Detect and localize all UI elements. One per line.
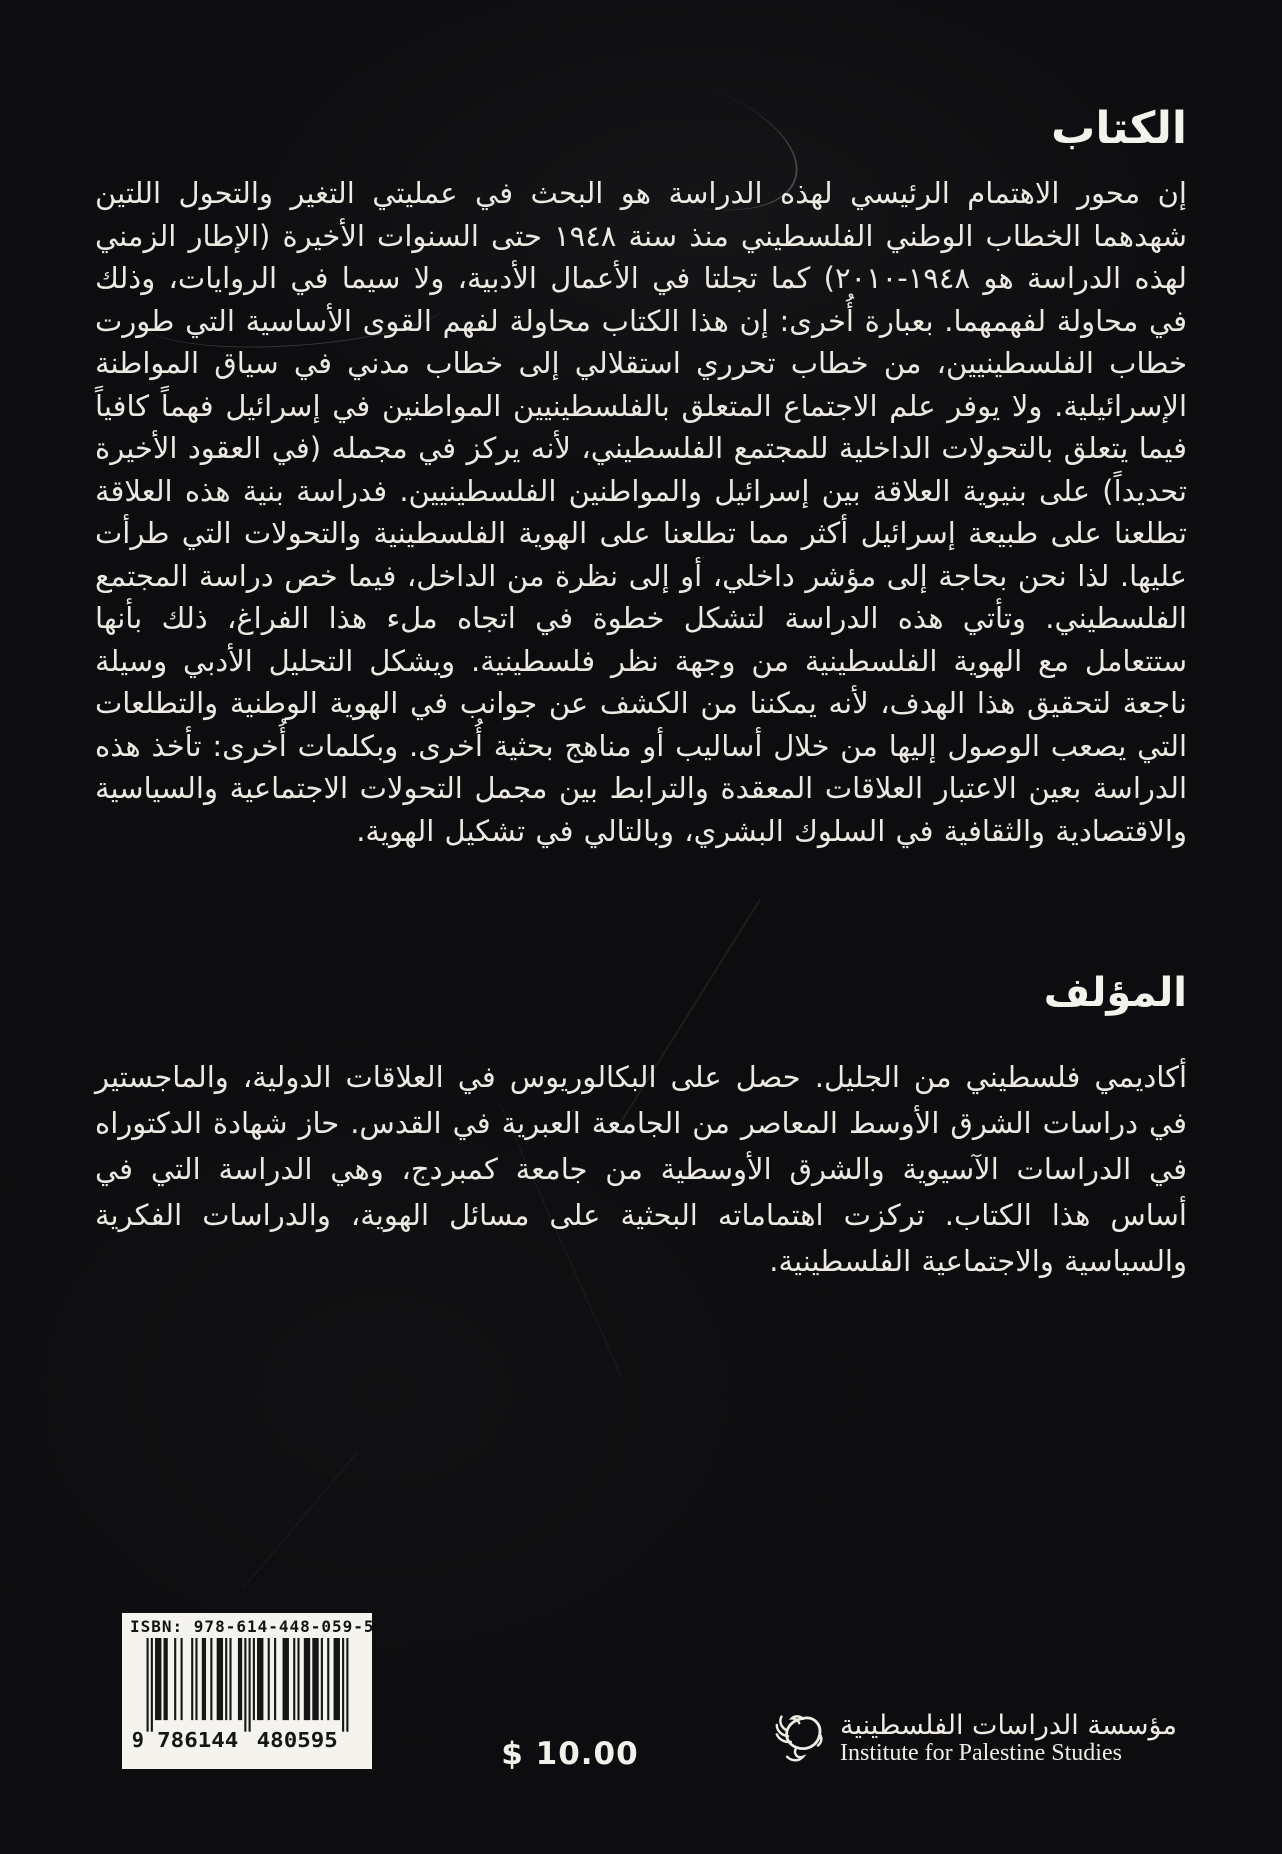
book-description-paragraph: إن محور الاهتمام الرئيسي لهذه الدراسة هو البحث في عمليتي التغير والتحول اللتين شهدهما الخطاب الوطني الفلسطيني منذ سنة ١٩٤٨ حتى السنوات الأخيرة (الإطار الزمني لهذه الدراسة هو ١٩٤٨-٢٠١٠) كما تجلتا في الأعمال الأدبية، ولا سيما في الروايات، وذلك في محاولة لفهمهما. بعبارة أُخرى: إن هذا الكتاب محاولة لفهم القوى الأساسية التي طورت خطاب الفلسطينيين، من خطاب تحرري استقلالي إلى خطاب مدني في سياق المواطنة الإسرائيلية. ولا يوفر علم الاجتماع المتعلق بالفلسطينيين المواطنين في إسرائيل فهماً كافياً فيما يتعلق بالتحولات الداخلية للمجتمع الفلسطيني، لأنه يركز في مجمله (في العقود الأخيرة تحديداً) على بنيوية العلاقة بين إسرائيل والمواطنين الفلسطينيين. فدراسة بنية هذه العلاقة تطلعنا على طبيعة إسرائيل أكثر مما تطلعنا على الهوية الفلسطينية والتحولات التي طرأت عليها. لذا نحن بحاجة إلى مؤشر داخلي، أو إلى نظرة من الداخل، فيما خص دراسة المجتمع الفلسطيني. وتأتي هذه الدراسة لتشكل خطوة في اتجاه ملء هذا الفراغ، ذلك بأنها ستتعامل مع الهوية الفلسطينية من وجهة نظر فلسطينية. ويشكل التحليل الأدبي وسيلة ناجعة لتحقيق هذا الهدف، لأنه يمكننا من الكشف عن جوانب في الهوية الوطنية والتطلعات التي يصعب الوصول إليها من خلال أساليب أو مناهج بحثية أُخرى. وبكلمات أُخرى: تأخذ هذه الدراسة بعين الاعتبار العلاقات المعقدة والترابط بين مجمل التحولات الاجتماعية والسياسية والاقتصادية والثقافية في السلوك البشري، وبالتالي في تشكيل الهوية.	[95, 176, 1187, 848]
author-section-heading: المؤلف	[1043, 970, 1187, 1016]
isbn-barcode-label	[122, 1613, 375, 1769]
svg-text:480595: 480595	[256, 1728, 338, 1752]
scratch-line	[242, 1451, 358, 1590]
svg-text:9: 9	[131, 1728, 144, 1752]
price-label: $ 10.00	[501, 1736, 639, 1772]
phoenix-bird-icon	[774, 1710, 830, 1768]
book-section-heading: الكتاب	[1051, 103, 1187, 154]
author-bio-paragraph: أكاديمي فلسطيني من الجليل. حصل على البكالوريوس في العلاقات الدولية، والماجستير في دراسات الشرق الأوسط المعاصر من الجامعة العبرية في القدس. حاز شهادة الدكتوراه في الدراسات الآسيوية والشرق الأوسطية من جامعة كمبردج، وهي الدراسة التي في أساس هذا الكتاب. تركزت اهتماماته البحثية على مسائل الهوية، والدراسات الفكرية والسياسية والاجتماعية الفلسطينية.	[95, 1060, 1187, 1278]
isbn-text: ISBN: 978-614-448-059-5	[130, 1617, 375, 1636]
publisher-name-english: Institute for Palestine Studies	[840, 1740, 1122, 1766]
publisher-logo	[774, 1710, 1282, 1768]
publisher-name-arabic: مؤسسة الدراسات الفلسطينية	[840, 1710, 1177, 1741]
ean13-barcode-icon	[130, 1638, 364, 1752]
publisher-name-block	[840, 1712, 1282, 1766]
svg-text:786144: 786144	[157, 1728, 239, 1752]
